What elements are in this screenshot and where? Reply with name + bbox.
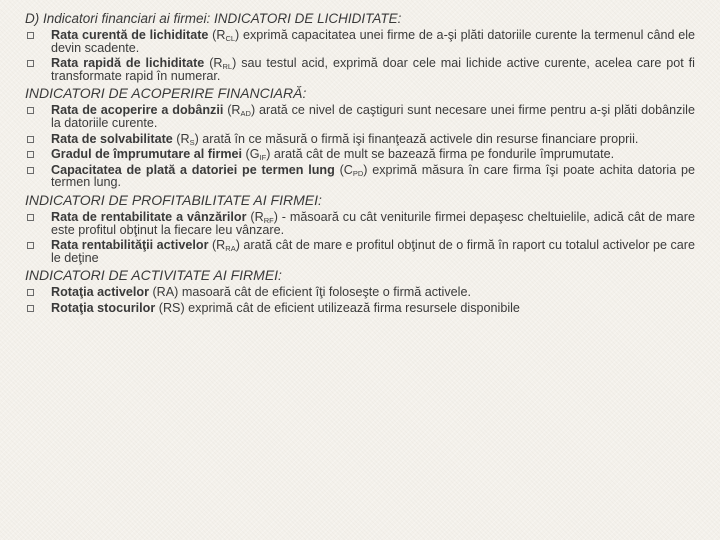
item-subscript: CL [225,34,236,43]
coverage-list [25,104,695,189]
item-text-pre: (RA) masoară cât de eficient îţi foloseşte o firmă activele. [148,285,471,300]
item-text-post: ) exprimă capacitatea unei firme de a-şi plăti datoriile curente la termenul când ele devin scadente. [51,28,696,55]
item-subscript: RA [225,244,236,254]
list-item [25,133,695,146]
item-text-pre: (R [204,56,223,71]
item-text-pre: (G [242,147,260,162]
item-text-post: ) arată cât de mult se bazează firma pe fondurile împrumutate. [266,147,615,162]
item-term: Rata rentabilităţii activelor [51,238,209,253]
square-bullet-icon [27,167,34,174]
item-text-pre: (C [334,162,353,177]
item-term: Rata rapidă de lichiditate [51,56,205,71]
item-text-post: ) arată ce nivel de caştiguri sunt necesare unei firme pentru a-şi plăti dobânzile la datoriile curente. [51,103,695,130]
item-text-post: ) arată cât de mare e profitul obţinut de o firmă în raport cu totalul activelor pe care le deţine [51,238,695,265]
item-text-pre: (R [223,103,241,118]
item-text-post: ) sau testul acid, exprimă doar cele mai lichide active curente, acelea care pot fi transformate rapid în numerar. [51,56,695,83]
square-bullet-icon [27,107,34,114]
square-bullet-icon [27,60,34,67]
slide-content [25,10,695,318]
square-bullet-icon [27,242,34,249]
item-term: Rata de rentabilitate a vânzărilor [51,209,247,224]
profitability-list [25,211,695,264]
square-bullet-icon [27,214,34,221]
item-text-pre: (R [172,131,190,146]
item-subscript: RL [222,62,233,72]
item-text-pre: (RS) exprimă cât de eficient utilizează firma resursele disponibile [155,300,520,315]
item-term: Rata de solvabilitate [51,131,173,146]
list-item [25,29,695,54]
section-heading-activity: INDICATORI DE ACTIVITATE AI FIRMEI: [25,267,282,284]
list-item [25,211,695,236]
list-item [25,239,695,264]
item-term: Gradul de împrumutare al firmei [51,147,243,162]
item-text-pre: (R [246,209,264,224]
square-bullet-icon [27,32,34,39]
list-item [25,104,695,129]
item-text-post: ) exprimă măsura în care firma îşi poate achita datoria pe termen lung. [51,162,695,190]
section-heading-profitability: INDICATORI DE PROFITABILITATE AI FIRMEI: [25,191,322,208]
item-term: Rotaţia stocurilor [51,300,156,315]
list-item [25,286,695,299]
square-bullet-icon [27,136,34,143]
item-term: Rata de acoperire a dobânzii [51,103,224,118]
list-item [25,164,695,189]
activity-list [25,286,695,314]
item-text-pre: (R [208,238,226,253]
item-subscript: RF [263,215,274,225]
item-subscript: AD [240,109,251,119]
section-heading-liquidity: D) Indicatori financiari ai firmei: INDICATORI DE LICHIDITATE: [25,11,402,26]
item-text-pre: (R [208,28,226,42]
item-term: Capacitatea de plată a datoriei pe termen lung [51,162,335,177]
item-term: Rotaţia activelor [51,285,149,300]
list-item [25,302,695,315]
list-item [25,57,695,82]
square-bullet-icon [27,289,34,296]
list-item [25,148,695,161]
item-subscript: PD [352,168,364,178]
square-bullet-icon [27,305,34,312]
square-bullet-icon [27,151,34,158]
liquidity-list [25,29,695,82]
item-term: Rata curentă de lichiditate [51,28,209,42]
section-heading-coverage: INDICATORI DE ACOPERIRE FINANCIARĂ: [25,85,307,102]
item-text-post: ) - măsoară cu cât veniturile firmei depaşesc cheltuielile, adică cât de mare este profitul obţinut la fiecare leu vânzare. [51,209,695,237]
item-subscript: S [189,137,195,147]
item-subscript: IF [259,153,267,163]
item-text-post: ) arată în ce măsură o firmă işi finanţează activele din resurse financiare proprii. [194,131,639,146]
